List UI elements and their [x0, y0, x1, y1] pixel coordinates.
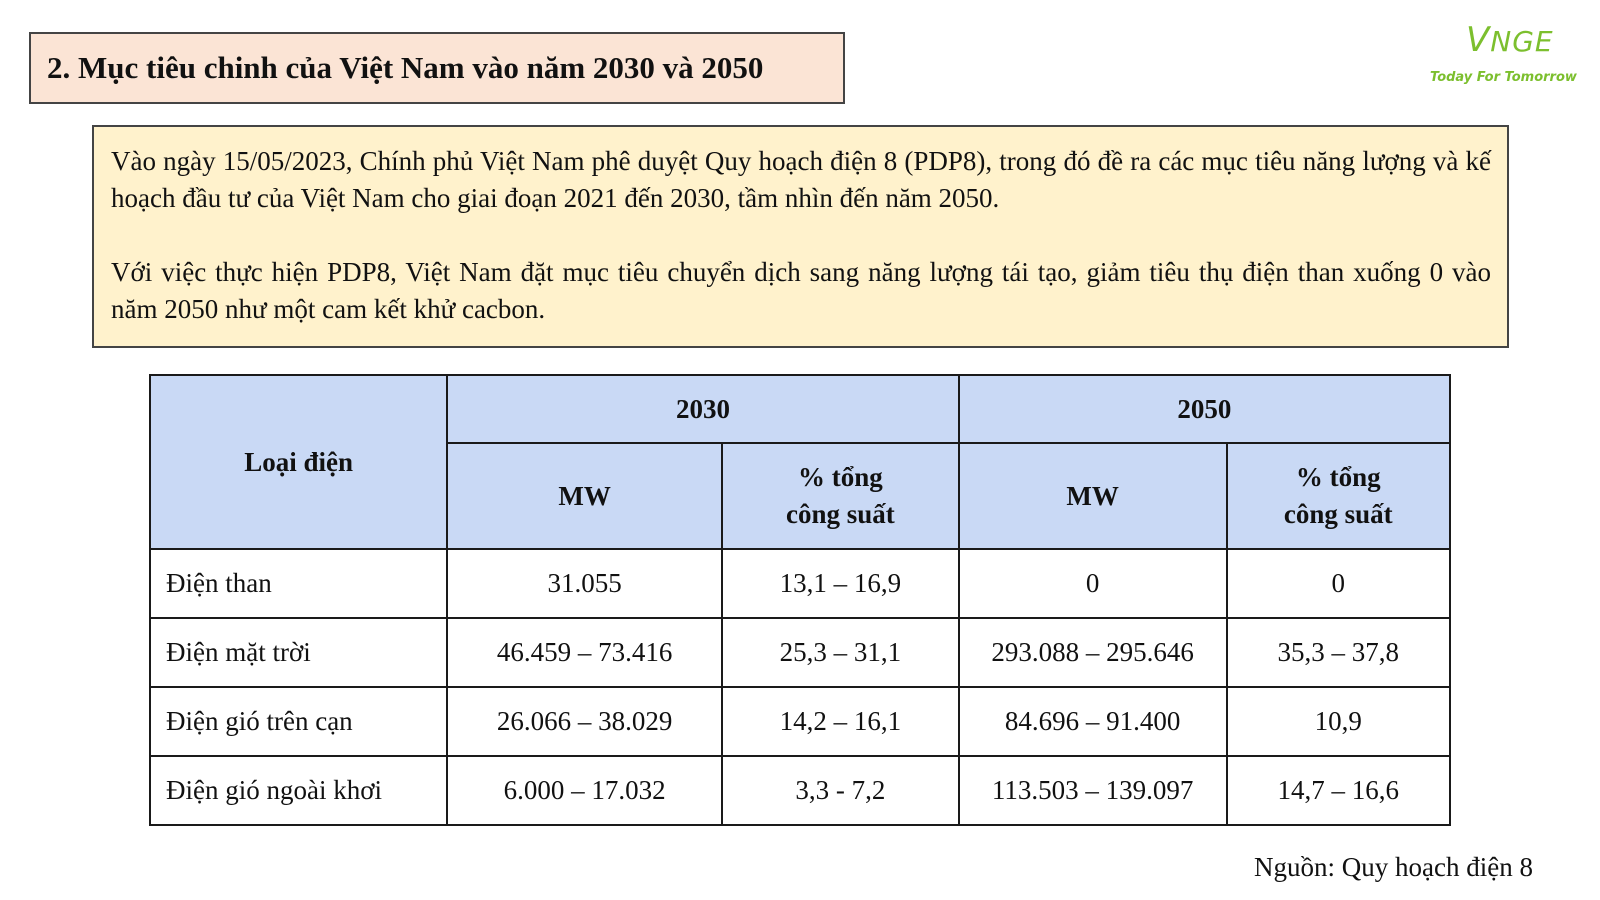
- cell-mw-2030: 26.066 – 38.029: [447, 687, 722, 756]
- logo-letters: NGE: [1490, 25, 1554, 58]
- cell-type: Điện gió trên cạn: [150, 687, 447, 756]
- slide-title-box: [29, 32, 845, 104]
- table-row: [150, 618, 1450, 687]
- col-header-pct-2050: [1227, 443, 1450, 549]
- vnge-logo: [1420, 14, 1580, 92]
- col-header-pct-2030: [722, 443, 959, 549]
- pct-label-line1: % tổng: [1295, 462, 1381, 492]
- cell-mw-2050: 84.696 – 91.400: [959, 687, 1227, 756]
- cell-type: Điện mặt trời: [150, 618, 447, 687]
- cell-pct-2030: 3,3 - 7,2: [722, 756, 959, 825]
- cell-type: Điện gió ngoài khơi: [150, 756, 447, 825]
- col-header-year-2050: 2050: [959, 375, 1450, 443]
- logo-letter-v: V: [1466, 20, 1491, 60]
- cell-mw-2030: 31.055: [447, 549, 722, 618]
- col-header-type: Loại điện: [150, 375, 447, 549]
- cell-type: Điện than: [150, 549, 447, 618]
- cell-pct-2030: 25,3 – 31,1: [722, 618, 959, 687]
- cell-mw-2050: 293.088 – 295.646: [959, 618, 1227, 687]
- cell-pct-2050: 10,9: [1227, 687, 1450, 756]
- source-note: Nguồn: Quy hoạch điện 8: [1254, 852, 1533, 882]
- pct-label-line2: công suất: [1283, 499, 1393, 529]
- col-header-year-2030: 2030: [447, 375, 959, 443]
- table-row: [150, 549, 1450, 618]
- energy-targets-table: [149, 374, 1451, 826]
- cell-pct-2050: 0: [1227, 549, 1450, 618]
- table-row: [150, 687, 1450, 756]
- cell-pct-2030: 14,2 – 16,1: [722, 687, 959, 756]
- col-header-mw-2050: MW: [959, 443, 1227, 549]
- pct-label-line2: công suất: [786, 499, 895, 529]
- cell-pct-2050: 14,7 – 16,6: [1227, 756, 1450, 825]
- slide-title: 2. Mục tiêu chinh của Việt Nam vào năm 2030 và 2050: [47, 50, 764, 85]
- cell-mw-2030: 6.000 – 17.032: [447, 756, 722, 825]
- cell-pct-2050: 35,3 – 37,8: [1227, 618, 1450, 687]
- pct-label-line1: % tổng: [798, 462, 883, 492]
- logo-wordmark: [1466, 20, 1554, 60]
- cell-mw-2050: 113.503 – 139.097: [959, 756, 1227, 825]
- col-header-mw-2030: MW: [447, 443, 722, 549]
- intro-box: [92, 125, 1509, 348]
- table-header-row: [150, 375, 1450, 443]
- intro-paragraph-1: Vào ngày 15/05/2023, Chính phủ Việt Nam phê duyệt Quy hoạch điện 8 (PDP8), trong đó đề ra các mục tiêu năng lượng và kế hoạch đầu tư của Việt Nam cho giai đoạn 2021 đến 2030, tầm nhìn đến năm 2050.: [111, 146, 1491, 213]
- cell-pct-2030: 13,1 – 16,9: [722, 549, 959, 618]
- intro-paragraph-2: Với việc thực hiện PDP8, Việt Nam đặt mục tiêu chuyển dịch sang năng lượng tái tạo, giảm tiêu thụ điện than xuống 0 vào năm 2050 như một cam kết khử cacbon.: [111, 257, 1491, 324]
- cell-mw-2030: 46.459 – 73.416: [447, 618, 722, 687]
- cell-mw-2050: 0: [959, 549, 1227, 618]
- table-row: [150, 756, 1450, 825]
- logo-tagline: Today For Tomorrow: [1430, 70, 1577, 85]
